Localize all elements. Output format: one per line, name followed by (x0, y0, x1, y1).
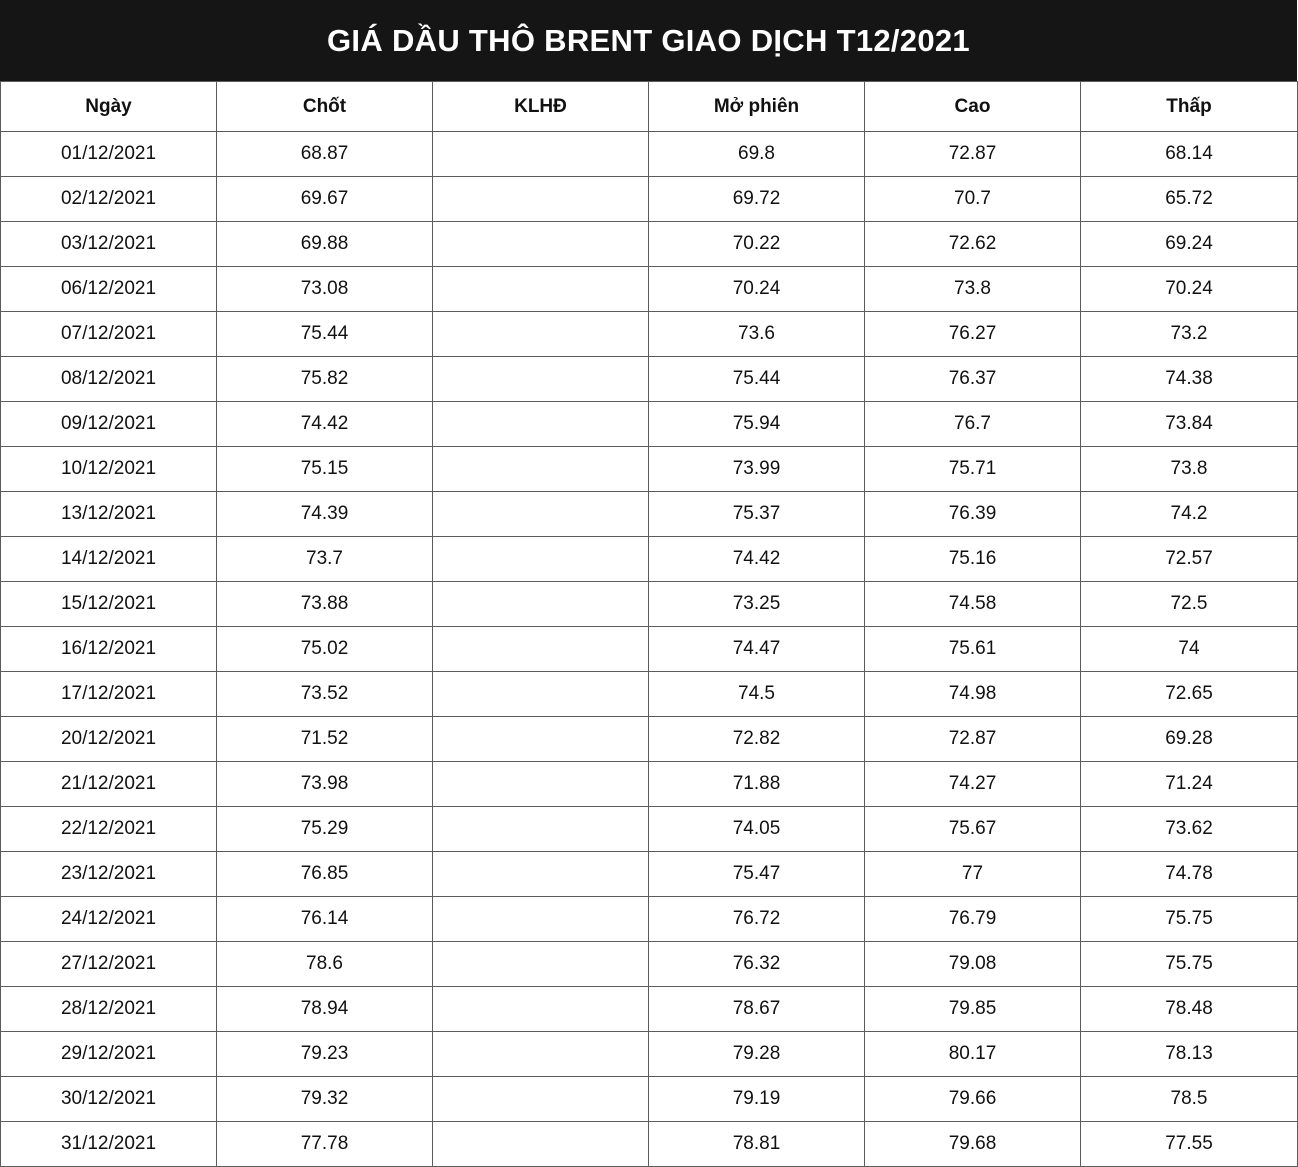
cell-high: 74.58 (865, 582, 1081, 627)
cell-low: 73.8 (1081, 447, 1298, 492)
cell-high: 72.87 (865, 132, 1081, 177)
cell-low: 78.48 (1081, 987, 1298, 1032)
cell-open: 76.72 (649, 897, 865, 942)
table-row (1, 222, 1298, 267)
cell-open: 70.22 (649, 222, 865, 267)
table-row (1, 582, 1298, 627)
cell-low: 73.84 (1081, 402, 1298, 447)
table-row (1, 402, 1298, 447)
cell-close: 74.42 (217, 402, 433, 447)
cell-high: 76.37 (865, 357, 1081, 402)
cell-date: 13/12/2021 (1, 492, 217, 537)
header-open: Mở phiên (649, 82, 865, 132)
cell-volume (433, 402, 649, 447)
cell-high: 74.98 (865, 672, 1081, 717)
cell-close: 75.82 (217, 357, 433, 402)
table-row (1, 717, 1298, 762)
cell-open: 79.28 (649, 1032, 865, 1077)
cell-close: 76.85 (217, 852, 433, 897)
cell-close: 76.14 (217, 897, 433, 942)
cell-volume (433, 537, 649, 582)
cell-close: 78.94 (217, 987, 433, 1032)
cell-close: 69.88 (217, 222, 433, 267)
cell-volume (433, 897, 649, 942)
cell-close: 77.78 (217, 1122, 433, 1167)
cell-close: 73.52 (217, 672, 433, 717)
cell-open: 71.88 (649, 762, 865, 807)
cell-open: 74.5 (649, 672, 865, 717)
cell-date: 28/12/2021 (1, 987, 217, 1032)
cell-low: 65.72 (1081, 177, 1298, 222)
table-row (1, 762, 1298, 807)
cell-volume (433, 987, 649, 1032)
table-row (1, 987, 1298, 1032)
cell-close: 75.15 (217, 447, 433, 492)
cell-open: 75.47 (649, 852, 865, 897)
header-low: Thấp (1081, 82, 1298, 132)
cell-open: 73.6 (649, 312, 865, 357)
table-row (1, 267, 1298, 312)
cell-volume (433, 942, 649, 987)
cell-low: 74 (1081, 627, 1298, 672)
table-row (1, 1122, 1298, 1167)
header-volume: KLHĐ (433, 82, 649, 132)
table-row (1, 807, 1298, 852)
cell-low: 73.62 (1081, 807, 1298, 852)
cell-high: 72.87 (865, 717, 1081, 762)
cell-low: 68.14 (1081, 132, 1298, 177)
header-close: Chốt (217, 82, 433, 132)
cell-date: 01/12/2021 (1, 132, 217, 177)
cell-high: 76.7 (865, 402, 1081, 447)
cell-open: 75.37 (649, 492, 865, 537)
cell-high: 73.8 (865, 267, 1081, 312)
cell-low: 74.78 (1081, 852, 1298, 897)
table-row (1, 852, 1298, 897)
cell-open: 75.44 (649, 357, 865, 402)
cell-date: 16/12/2021 (1, 627, 217, 672)
cell-close: 73.98 (217, 762, 433, 807)
cell-high: 76.27 (865, 312, 1081, 357)
cell-volume (433, 807, 649, 852)
cell-date: 22/12/2021 (1, 807, 217, 852)
cell-open: 74.05 (649, 807, 865, 852)
table-row (1, 942, 1298, 987)
cell-close: 73.88 (217, 582, 433, 627)
table-row (1, 1032, 1298, 1077)
cell-volume (433, 492, 649, 537)
cell-volume (433, 447, 649, 492)
table-row (1, 312, 1298, 357)
cell-low: 73.2 (1081, 312, 1298, 357)
table-row (1, 357, 1298, 402)
cell-close: 75.44 (217, 312, 433, 357)
cell-low: 75.75 (1081, 942, 1298, 987)
cell-volume (433, 1122, 649, 1167)
cell-volume (433, 1077, 649, 1122)
cell-date: 14/12/2021 (1, 537, 217, 582)
cell-volume (433, 762, 649, 807)
cell-date: 17/12/2021 (1, 672, 217, 717)
cell-low: 71.24 (1081, 762, 1298, 807)
cell-volume (433, 1032, 649, 1077)
cell-low: 72.57 (1081, 537, 1298, 582)
cell-close: 68.87 (217, 132, 433, 177)
table-row (1, 447, 1298, 492)
cell-date: 07/12/2021 (1, 312, 217, 357)
cell-volume (433, 717, 649, 762)
cell-volume (433, 627, 649, 672)
cell-volume (433, 312, 649, 357)
cell-high: 70.7 (865, 177, 1081, 222)
cell-low: 78.5 (1081, 1077, 1298, 1122)
cell-date: 15/12/2021 (1, 582, 217, 627)
table-row (1, 132, 1298, 177)
cell-high: 80.17 (865, 1032, 1081, 1077)
cell-date: 23/12/2021 (1, 852, 217, 897)
cell-close: 71.52 (217, 717, 433, 762)
cell-volume (433, 132, 649, 177)
table-row (1, 537, 1298, 582)
cell-low: 74.38 (1081, 357, 1298, 402)
cell-high: 74.27 (865, 762, 1081, 807)
table-row (1, 492, 1298, 537)
cell-date: 24/12/2021 (1, 897, 217, 942)
cell-open: 78.67 (649, 987, 865, 1032)
cell-high: 79.68 (865, 1122, 1081, 1167)
cell-high: 75.71 (865, 447, 1081, 492)
cell-open: 73.25 (649, 582, 865, 627)
cell-date: 31/12/2021 (1, 1122, 217, 1167)
cell-volume (433, 222, 649, 267)
cell-date: 29/12/2021 (1, 1032, 217, 1077)
table-title: GIÁ DẦU THÔ BRENT GIAO DỊCH T12/2021 (0, 0, 1297, 81)
cell-volume (433, 672, 649, 717)
table-row (1, 177, 1298, 222)
cell-volume (433, 267, 649, 312)
cell-low: 75.75 (1081, 897, 1298, 942)
cell-high: 79.85 (865, 987, 1081, 1032)
cell-high: 75.16 (865, 537, 1081, 582)
cell-close: 73.7 (217, 537, 433, 582)
cell-volume (433, 582, 649, 627)
cell-close: 74.39 (217, 492, 433, 537)
cell-volume (433, 852, 649, 897)
cell-high: 79.66 (865, 1077, 1081, 1122)
cell-date: 10/12/2021 (1, 447, 217, 492)
cell-open: 76.32 (649, 942, 865, 987)
cell-date: 27/12/2021 (1, 942, 217, 987)
cell-high: 75.67 (865, 807, 1081, 852)
cell-open: 75.94 (649, 402, 865, 447)
cell-low: 70.24 (1081, 267, 1298, 312)
cell-date: 02/12/2021 (1, 177, 217, 222)
cell-close: 75.29 (217, 807, 433, 852)
cell-date: 08/12/2021 (1, 357, 217, 402)
cell-date: 03/12/2021 (1, 222, 217, 267)
cell-open: 78.81 (649, 1122, 865, 1167)
table-row (1, 897, 1298, 942)
cell-open: 74.47 (649, 627, 865, 672)
cell-open: 70.24 (649, 267, 865, 312)
cell-low: 74.2 (1081, 492, 1298, 537)
cell-low: 72.5 (1081, 582, 1298, 627)
cell-open: 69.72 (649, 177, 865, 222)
cell-date: 09/12/2021 (1, 402, 217, 447)
cell-date: 30/12/2021 (1, 1077, 217, 1122)
header-row (1, 82, 1298, 132)
cell-open: 72.82 (649, 717, 865, 762)
cell-close: 79.32 (217, 1077, 433, 1122)
cell-high: 76.79 (865, 897, 1081, 942)
cell-close: 73.08 (217, 267, 433, 312)
cell-high: 77 (865, 852, 1081, 897)
cell-date: 21/12/2021 (1, 762, 217, 807)
cell-low: 72.65 (1081, 672, 1298, 717)
cell-high: 75.61 (865, 627, 1081, 672)
cell-volume (433, 177, 649, 222)
price-table (0, 81, 1298, 1167)
cell-close: 69.67 (217, 177, 433, 222)
cell-high: 76.39 (865, 492, 1081, 537)
cell-low: 69.24 (1081, 222, 1298, 267)
cell-date: 20/12/2021 (1, 717, 217, 762)
table-row (1, 672, 1298, 717)
cell-low: 78.13 (1081, 1032, 1298, 1077)
header-date: Ngày (1, 82, 217, 132)
cell-high: 79.08 (865, 942, 1081, 987)
cell-low: 69.28 (1081, 717, 1298, 762)
cell-volume (433, 357, 649, 402)
table-header (1, 82, 1298, 132)
cell-date: 06/12/2021 (1, 267, 217, 312)
cell-high: 72.62 (865, 222, 1081, 267)
table-row (1, 627, 1298, 672)
cell-low: 77.55 (1081, 1122, 1298, 1167)
cell-open: 79.19 (649, 1077, 865, 1122)
cell-close: 75.02 (217, 627, 433, 672)
table-row (1, 1077, 1298, 1122)
cell-open: 73.99 (649, 447, 865, 492)
header-high: Cao (865, 82, 1081, 132)
table-body (1, 132, 1298, 1167)
cell-close: 78.6 (217, 942, 433, 987)
cell-open: 74.42 (649, 537, 865, 582)
cell-open: 69.8 (649, 132, 865, 177)
cell-close: 79.23 (217, 1032, 433, 1077)
